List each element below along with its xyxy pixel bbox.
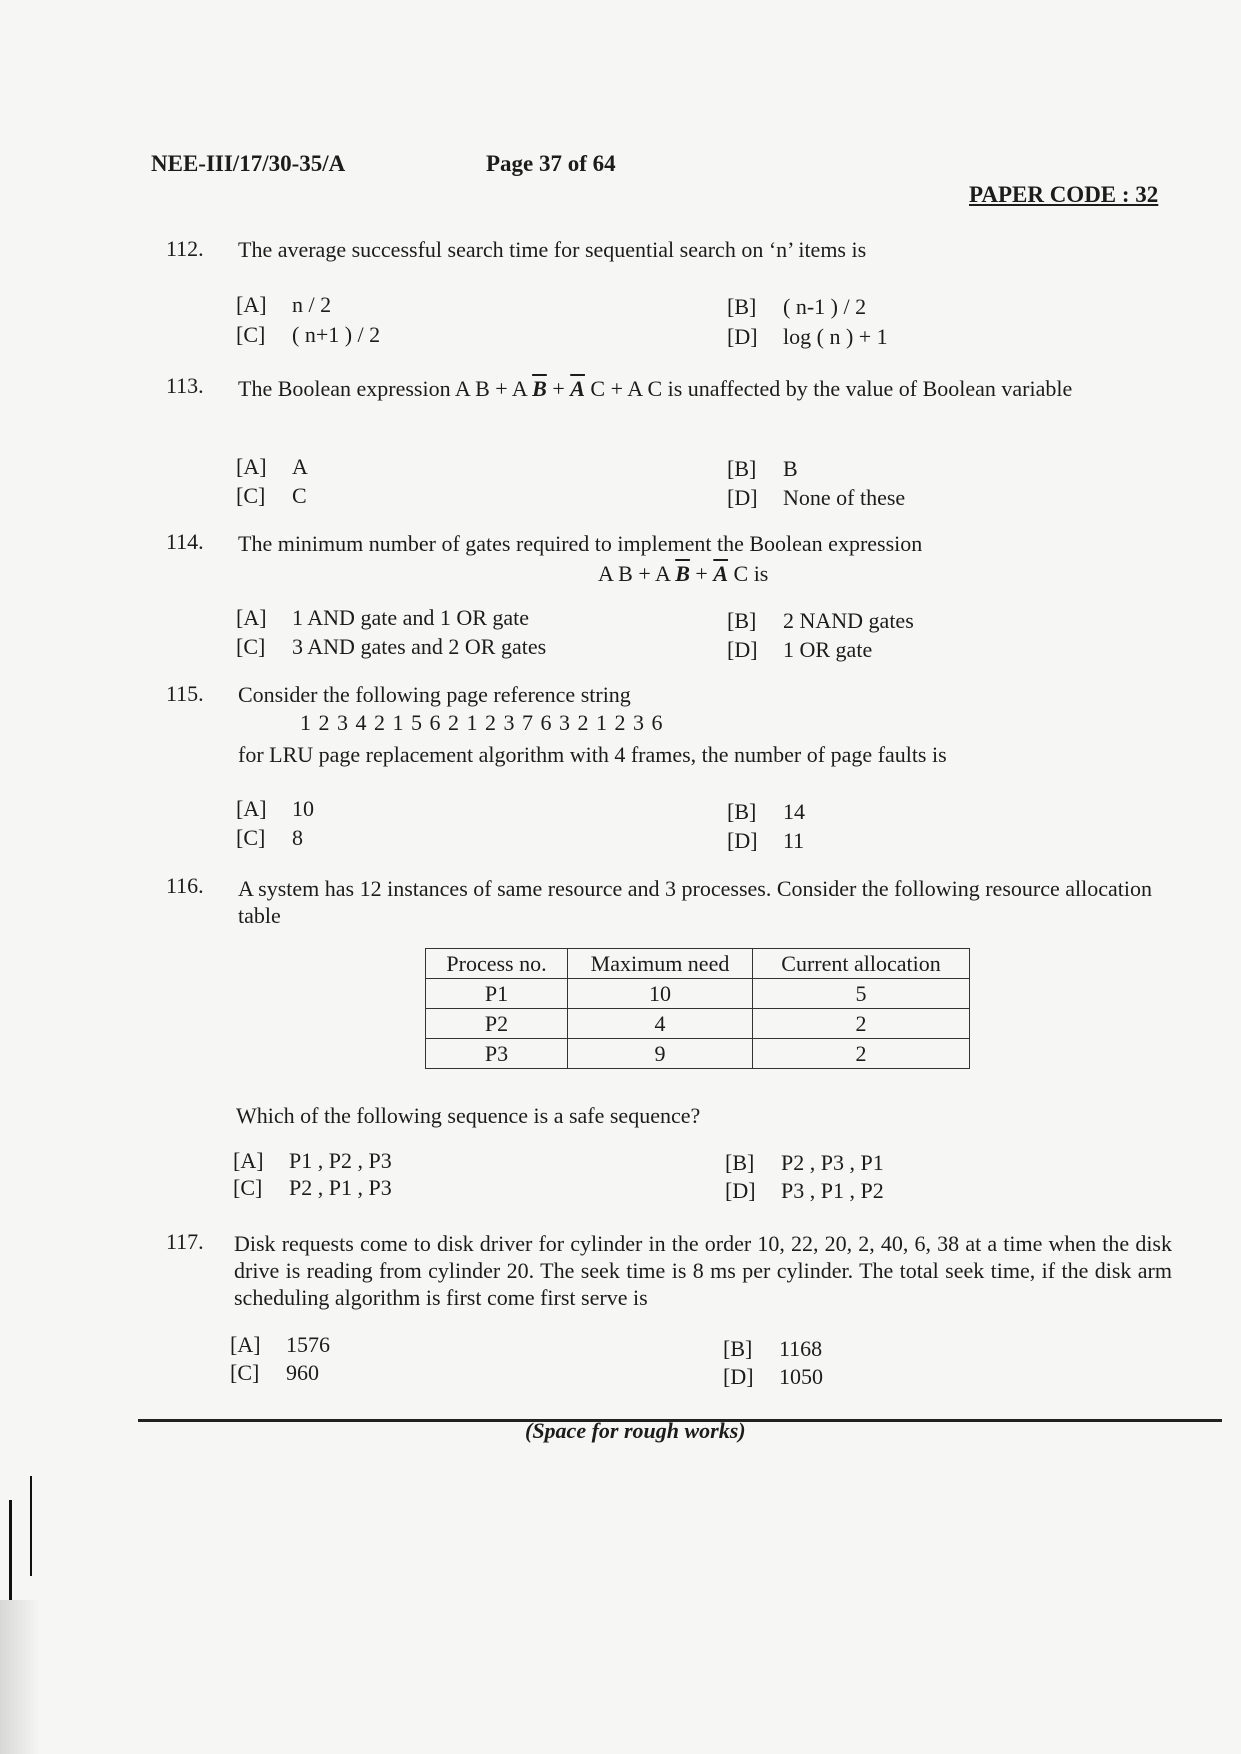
option-text: P2 , P3 , P1 xyxy=(781,1150,884,1175)
table-cell: 9 xyxy=(568,1039,753,1069)
page-reference-string: 1 2 3 4 2 1 5 6 2 1 2 3 7 6 3 2 1 2 3 6 xyxy=(300,710,664,735)
scan-mark xyxy=(30,1476,32,1576)
option-label: [B] xyxy=(725,1150,755,1175)
scan-shadow xyxy=(0,1600,40,1754)
table-cell: P2 xyxy=(426,1009,568,1039)
table-cell: 10 xyxy=(568,979,753,1009)
option-text: 3 AND gates and 2 OR gates xyxy=(292,634,547,659)
option-text: 10 xyxy=(292,796,314,821)
question-text-continued: Which of the following sequence is a safe sequence? xyxy=(236,1103,701,1128)
question-number: 117. xyxy=(166,1229,204,1254)
option-label: [A] xyxy=(236,605,267,630)
question-text: Consider the following page reference string xyxy=(238,682,631,707)
option-label: [B] xyxy=(727,456,757,481)
b-bar: $\overline{B}$ xyxy=(532,376,547,401)
question-text: The Boolean expression A B + A $\overline{B} + \overline{A}$ C + A C is unaffected by the value of Boolean variable xyxy=(238,376,1073,401)
option-label: [B] xyxy=(727,799,757,824)
option-c[interactable] xyxy=(236,322,380,348)
option-text: 1168 xyxy=(779,1336,823,1361)
option-a[interactable] xyxy=(236,796,314,822)
option-label: [B] xyxy=(723,1336,753,1361)
table-cell: 4 xyxy=(568,1009,753,1039)
option-b[interactable] xyxy=(727,799,805,825)
option-text: 14 xyxy=(783,799,805,824)
option-b[interactable] xyxy=(727,294,866,320)
option-label: [A] xyxy=(236,292,267,317)
option-text: C xyxy=(292,483,307,508)
option-c[interactable] xyxy=(236,825,303,851)
option-text: 1050 xyxy=(779,1364,823,1389)
option-text: P2 , P1 , P3 xyxy=(289,1175,392,1200)
option-label: [B] xyxy=(727,294,757,319)
option-label: [A] xyxy=(236,796,267,821)
table-cell: 2 xyxy=(753,1009,970,1039)
table-cell: P1 xyxy=(426,979,568,1009)
doc-code: NEE-III/17/30-35/A xyxy=(151,151,346,176)
question-number: 114. xyxy=(166,529,204,554)
table-row xyxy=(426,1039,970,1069)
option-text: 11 xyxy=(783,828,805,853)
option-label: [A] xyxy=(230,1332,261,1357)
option-text: P3 , P1 , P2 xyxy=(781,1178,884,1203)
option-d[interactable] xyxy=(727,324,888,350)
table-header: Process no. xyxy=(426,949,568,979)
option-text: P1 , P2 , P3 xyxy=(289,1148,392,1173)
option-a[interactable] xyxy=(233,1148,392,1174)
question-number: 113. xyxy=(166,373,204,398)
option-c[interactable] xyxy=(236,483,307,509)
option-text: ( n-1 ) / 2 xyxy=(783,294,867,319)
page-number: Page 37 of 64 xyxy=(486,151,616,176)
option-d[interactable] xyxy=(727,637,872,663)
option-label: [C] xyxy=(236,825,266,850)
option-text: A xyxy=(292,454,308,479)
question-text: The average successful search time for sequential search on ‘n’ items is xyxy=(238,237,867,262)
option-b[interactable] xyxy=(727,456,798,482)
option-text: 2 NAND gates xyxy=(783,608,914,633)
option-label: [D] xyxy=(727,324,758,349)
option-label: [D] xyxy=(727,637,758,662)
question-text-continued: for LRU page replacement algorithm with 4 frames, the number of page faults is xyxy=(238,742,947,767)
option-d[interactable] xyxy=(727,485,905,511)
option-label: [D] xyxy=(725,1178,756,1203)
option-label: [D] xyxy=(723,1364,754,1389)
option-b[interactable] xyxy=(723,1336,822,1362)
option-label: [D] xyxy=(727,485,758,510)
option-label: [A] xyxy=(236,454,267,479)
option-text: log ( n ) + 1 xyxy=(783,324,888,349)
table-cell: P3 xyxy=(426,1039,568,1069)
boolean-expression: A B + A $\overline{B} + \overline{A}$ C is xyxy=(598,561,769,586)
option-label: [D] xyxy=(727,828,758,853)
option-label: [C] xyxy=(233,1175,263,1200)
question-text: Disk requests come to disk driver for cylinder in the order 10, 22, 20, 2, 40, 6, 38 at a time when the disk drive is reading from cylinder 20. The seek time is 8 ms per cylinder. The total seek time, if the disk arm scheduling algorithm is first come first serve is xyxy=(234,1231,1172,1310)
table-cell: 5 xyxy=(753,979,970,1009)
option-text: None of these xyxy=(783,485,906,510)
option-text: n / 2 xyxy=(292,292,332,317)
option-b[interactable] xyxy=(725,1150,884,1176)
option-text: 8 xyxy=(292,825,303,850)
option-text: 960 xyxy=(286,1360,319,1385)
table-row xyxy=(426,979,970,1009)
option-c[interactable] xyxy=(230,1360,319,1386)
option-a[interactable] xyxy=(230,1332,330,1358)
option-d[interactable] xyxy=(725,1178,884,1204)
option-c[interactable] xyxy=(233,1175,392,1201)
table-cell: 2 xyxy=(753,1039,970,1069)
option-label: [A] xyxy=(233,1148,264,1173)
option-d[interactable] xyxy=(723,1364,823,1390)
option-c[interactable] xyxy=(236,634,546,660)
question-text: The minimum number of gates required to implement the Boolean expression xyxy=(238,531,923,556)
option-label: [C] xyxy=(230,1360,260,1385)
option-label: [C] xyxy=(236,322,266,347)
option-label: [B] xyxy=(727,608,757,633)
option-text: 1 AND gate and 1 OR gate xyxy=(292,605,530,630)
option-text: B xyxy=(783,456,798,481)
option-text: 1 OR gate xyxy=(783,637,873,662)
option-d[interactable] xyxy=(727,828,804,854)
option-a[interactable] xyxy=(236,605,529,631)
question-number: 116. xyxy=(166,873,204,898)
table-row xyxy=(426,1009,970,1039)
option-a[interactable] xyxy=(236,292,331,318)
question-number: 112. xyxy=(166,236,204,261)
a-bar: $\overline{A}$ xyxy=(570,376,585,401)
option-text: 1576 xyxy=(286,1332,330,1357)
table-header: Current allocation xyxy=(753,949,970,979)
option-text: ( n+1 ) / 2 xyxy=(292,322,381,347)
option-a[interactable] xyxy=(236,454,308,480)
question-text: A system has 12 instances of same resource and 3 processes. Consider the following resource allocation table xyxy=(238,876,1152,928)
table-header: Maximum need xyxy=(568,949,753,979)
scan-mark xyxy=(9,1500,12,1615)
option-label: [C] xyxy=(236,483,266,508)
paper-code: PAPER CODE : 32 xyxy=(969,182,1159,207)
resource-allocation-table xyxy=(425,948,970,1069)
option-label: [C] xyxy=(236,634,266,659)
option-b[interactable] xyxy=(727,608,914,634)
question-number: 115. xyxy=(166,681,204,706)
rough-work-label: (Space for rough works) xyxy=(525,1418,746,1443)
